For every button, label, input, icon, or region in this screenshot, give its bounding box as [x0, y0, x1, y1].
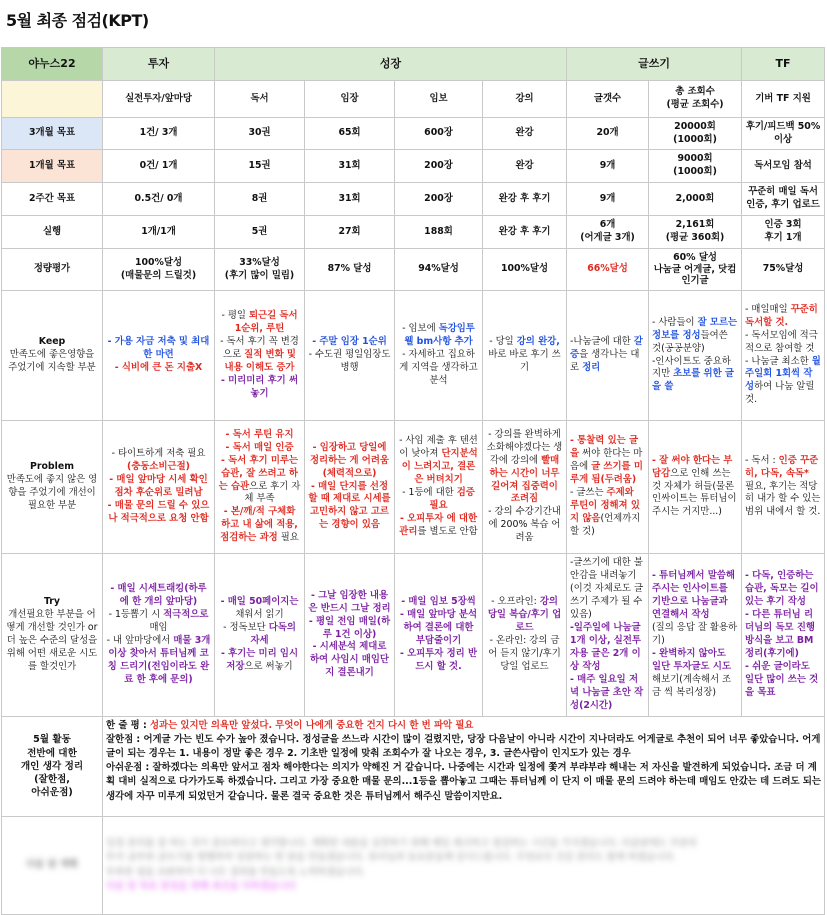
table-cell — [215, 554, 305, 717]
table-cell — [103, 421, 215, 554]
cell-text: - 매일 앞마당 분석하여 결론에 대한 부담줄이기 — [399, 609, 478, 646]
row-label: Try — [43, 596, 61, 608]
table-row — [2, 183, 825, 216]
cell-text: - 완벽하지 않아도 일단 투자글도 시도 — [652, 647, 731, 672]
table-cell: 6개 (어게글 3개) — [567, 216, 649, 249]
table-cell — [649, 421, 742, 554]
blurred-line: 부족한 점을 보완하여 더 나은 결과를 만들도록 노력하겠습니다. — [106, 866, 366, 878]
cell-text: 초보를 위한 글을 쓸 — [652, 368, 734, 393]
cell-text: - 통찰력 있는 글을 — [570, 435, 639, 460]
header-name: 야누스22 — [2, 48, 103, 81]
summary-text — [103, 717, 825, 817]
table-cell: 0.5건/ 0개 — [103, 183, 215, 216]
table-cell: 87% 달성 — [305, 249, 395, 291]
cell-text: - 독서 루틴 유지 — [225, 428, 294, 440]
cell-text: - 자세하고 집요하게 지역을 생각하고 분석 — [399, 349, 478, 386]
cell-text: - 독서 후기 미루는 습관, 잘 쓰려고 하는 습관 — [218, 454, 299, 492]
cell-text: - 식비에 큰 돈 지출X — [114, 361, 203, 373]
table-cell: 인증 3회 후기 1개 — [742, 216, 825, 249]
table-cell: 완강 — [483, 150, 567, 183]
cell-text: - 튜터님께서 말씀해주시는 인사이트를 기반으로 나눔글과 연결해서 작성 — [652, 570, 735, 621]
summary-label: 5월 활동 전반에 대한 개인 생각 정리 (잘한점, 아쉬운점) — [2, 717, 103, 817]
table-cell — [305, 554, 395, 717]
cell-text: - 독서 매일 인증 — [225, 441, 294, 453]
cell-text: 매임 — [149, 622, 168, 634]
header-invest: 투자 — [103, 48, 215, 81]
cell-text: - 미리미리 후기 써놓기 — [220, 374, 299, 399]
cell-text: - 매일 50페이지는 — [220, 596, 299, 608]
blurred-line: 일정 관리를 잘 하는 것이 중요하다고 생각합니다. 계획한 내용을 실천하기 위해 매일 체크하고 점검하는 시간을 가지겠습니다. 다음달에도 꾸준히 — [106, 838, 697, 850]
table-cell — [103, 291, 215, 421]
subheader-cell: 강의 — [483, 81, 567, 118]
keep-row — [2, 291, 825, 421]
cell-text: 으로 후기 자체 부족 — [244, 480, 301, 505]
cell-text: - 시세분석 제대로 하여 사임시 매임단지 결론내기 — [310, 641, 389, 679]
subheader-cell: 임장 — [305, 81, 395, 118]
cell-text: - 나눔글 최소한 — [745, 355, 812, 367]
table-cell: 2,000회 — [649, 183, 742, 216]
cell-text: 다독의 자세 — [250, 622, 296, 646]
table-cell: 65회 — [305, 118, 395, 150]
cell-text: 필요, 후기는 적당히 내가 할 수 있는 범위 내에서 할 것. — [745, 480, 821, 518]
cell-text: (언제까지할 것) — [570, 512, 641, 537]
cell-text: - 당일 — [489, 336, 517, 348]
cell-text: 매물 3개 이상 찾아서 튜터님께 코칭 드리기(전임이라도 완료 한 후에 문의) — [107, 635, 211, 685]
table-cell — [567, 421, 649, 554]
table-cell: 200장 — [395, 183, 483, 216]
keep-label-cell — [2, 291, 103, 421]
cell-text: 꾸준히 독서할 것. — [745, 303, 818, 328]
table-cell: 31회 — [305, 183, 395, 216]
table-row — [2, 118, 825, 150]
cell-text: 인증 꾸준히, 다독, 속독* — [745, 454, 819, 479]
blurred-line: 투자 공부와 글쓰기를 병행하며 성장하는 한 달을 만들겠습니다. 튜터님과 동료분들께 감사드립니다. 무엇보다 건강 관리도 함께 하겠습니다. — [106, 852, 676, 864]
cell-text: 필요 — [277, 532, 299, 544]
table-cell: 후기/피드백 50% 이상 — [742, 118, 825, 150]
cell-text: 으로 인해 쓰는 것 자체가 허들(물론 인싸이트는 튜터님이 주시는 거지만...) — [652, 467, 737, 518]
table-cell: 27회 — [305, 216, 395, 249]
cell-text: - 글쓰는 — [570, 487, 607, 498]
table-cell: 60% 달성 나눔글 어게글, 닷컴 인기글 — [649, 249, 742, 291]
cell-text: - 강의 수강기간내에 200% 복습 어려움 — [488, 506, 561, 544]
cell-text: 으로 써놓기 — [244, 660, 293, 672]
cell-text: - 매일 시세트래킹(하루에 한 개의 앞마당) — [110, 583, 207, 608]
table-cell — [649, 554, 742, 717]
blurred-line: 다음 달 목표 달성을 위해 최선을 다하겠습니다 — [106, 880, 296, 892]
cell-text: - 후기는 미리 임시저장 — [220, 647, 299, 672]
row-desc: 만족도에 좋지 않은 영향을 주었기에 개선이 필요한 부분 — [6, 474, 98, 511]
cell-text: 주제와 루틴이 정해져 있지 않음 — [570, 487, 640, 524]
cell-text: - 매일 임보 5장씩 — [401, 596, 476, 608]
cell-text: -인사이트도 중요하지만 — [652, 355, 731, 380]
table-cell — [395, 291, 483, 421]
table-row — [2, 150, 825, 183]
cell-text: - 임장하고 당일에 정리하는 게 어려움(체력적으로) — [310, 441, 389, 479]
cell-text: 독강임투 웰 bm사항 추가 — [404, 323, 475, 348]
table-cell: 31회 — [305, 150, 395, 183]
cell-text: - 매물 문의 드릴 수 있으나 적극적으로 요청 안함 — [107, 499, 210, 524]
kpt-table — [1, 47, 825, 915]
table-cell: 완강 — [483, 118, 567, 150]
header-tf: TF — [742, 48, 825, 81]
cell-text: - 강의를 완벽하게 소화해야겠다는 생각에 강의에 — [486, 428, 563, 466]
table-cell: 200장 — [395, 150, 483, 183]
cell-text: 적극적으로 — [163, 609, 209, 621]
row-label: 2주간 목표 — [2, 183, 103, 216]
cell-text: 해보기(계속해서 조금 씩 복리성장) — [652, 673, 732, 698]
blurred-label: 다음 달 계획 — [2, 817, 103, 915]
cell-text: - 매주 일요일 저녁 나눔글 초안 작성(2시간) — [570, 673, 644, 711]
table-cell: 완강 후 후기 — [483, 216, 567, 249]
cell-text: - 오프라인: — [491, 596, 540, 608]
cell-text: - 독서모임에 적극적으로 참여할 것 — [745, 329, 818, 354]
row-label: 1개월 목표 — [2, 150, 103, 183]
cell-text: 바로 바로 후기 쓰기 — [488, 349, 561, 373]
header-row — [2, 48, 825, 81]
blurred-text — [103, 817, 825, 915]
table-row — [2, 216, 825, 249]
table-cell: 0건/ 1개 — [103, 150, 215, 183]
table-cell: 1개/1개 — [103, 216, 215, 249]
table-cell: 600장 — [395, 118, 483, 150]
cell-text: 질적 변화 및 내용 이해도 증가 — [224, 349, 296, 373]
cell-text: - 다른 튜터님 리더님의 독모 진행방식을 보고 BM 정리(후기에) — [745, 609, 815, 659]
table-cell — [103, 554, 215, 717]
table-cell: 75%달성 — [742, 249, 825, 291]
cell-text: - 독서 후기 꼭 변경으로 — [220, 336, 299, 361]
table-cell — [395, 554, 483, 717]
cell-text: - 다독, 인증하는 습관, 독모는 길이 있는 후기 작성 — [745, 570, 819, 608]
cell-text: 를 별도로 안함 — [417, 525, 478, 537]
cell-text: 정리 — [582, 361, 601, 373]
cell-text: 하여 나눔 알릴 것. — [745, 381, 815, 406]
table-cell: 5권 — [215, 216, 305, 249]
subheader-cell: 독서 — [215, 81, 305, 118]
cell-text: - 그날 임장한 내용은 반드시 그날 정리 — [308, 589, 391, 614]
cell-text: 검증 필요 — [429, 487, 475, 511]
cell-text: 을 생각나는 대로 — [570, 349, 640, 373]
cell-text: - 잘 써야 한다는 부담감 — [652, 454, 733, 479]
cell-text: 잘 모르는 정보를 정성 — [652, 316, 738, 341]
cell-text: - 1등뽑기 시 — [108, 609, 164, 621]
cell-text: 써야 한다는 마음에 — [570, 448, 643, 473]
cell-text: - 사람들이 — [652, 316, 698, 328]
row-label: 3개월 목표 — [2, 118, 103, 150]
summary-oneline: 성과는 있지만 의욕만 앞섰다. 무엇이 나에게 중요한 건지 다시 한 번 파악 필요 — [149, 720, 474, 731]
table-cell: 9000회 (1000회) — [649, 150, 742, 183]
row-desc: 만족도에 좋은영향을 주었기에 지속할 부분 — [8, 349, 96, 373]
table-cell — [395, 421, 483, 554]
row-label: Problem — [30, 461, 74, 473]
table-cell: 9개 — [567, 150, 649, 183]
subheader-cell: 글갯수 — [567, 81, 649, 118]
row-label: 정량평가 — [2, 249, 103, 291]
table-cell: 독서모임 참석 — [742, 150, 825, 183]
row-desc: 개선필요한 부분을 어떻게 개선할 것인가 or 더 높은 수준의 달성을 위해 어떤 새로운 시도를 할것인가 — [6, 609, 98, 672]
row-label: Keep — [38, 336, 66, 348]
row-label: 실행 — [2, 216, 103, 249]
table-cell — [567, 554, 649, 717]
table-cell: 100%달성 — [483, 249, 567, 291]
problem-row — [2, 421, 825, 554]
cell-text: - 매일 앞마당 시세 확인 점차 후순위로 밀려남 — [109, 474, 208, 498]
table-cell — [215, 421, 305, 554]
cell-text: - 온라인: 강의 금어 듣지 않기/후기 당일 업로드 — [488, 635, 561, 672]
cell-text: -일주일에 나눔글 1개 이상, 실전투자용 글은 2개 이상 작성 — [570, 622, 641, 672]
cell-text: 단지분석이 느려지고, 결론은 버텨치기 — [401, 448, 478, 486]
table-cell — [305, 421, 395, 554]
table-cell: 188회 — [395, 216, 483, 249]
header-growth: 성장 — [215, 48, 567, 81]
table-row — [2, 249, 825, 291]
table-cell — [567, 291, 649, 421]
row-label-empty — [2, 81, 103, 118]
cell-text: - 쉬운 글이라도 일단 많이 쓰는 것을 목표 — [745, 660, 819, 698]
summary-row — [2, 717, 825, 817]
cell-text: (질의 응답 잘 활용하기) — [652, 622, 738, 646]
cell-text: - 주말 임장 1순위 — [312, 336, 387, 348]
table-cell: 30권 — [215, 118, 305, 150]
table-cell: 15권 — [215, 150, 305, 183]
summary-good: 잘한점 : 어게글 가는 빈도 수가 높아 졌습니다. 정성글을 쓰느라 시간이 많이 걸렸지만, 당장 다음날이 아니라 시간이 지나더라도 어게글로 추천이 되어 너무 좋았습니다. 어게글이 되는 경우는 1. 내용이 정말 좋은 경우 2. 기초반 일정에 맞춰 조회수가 잘 나오는 경우, 3. 글쓴사람이 인지도가 있는 경우 — [106, 734, 821, 760]
cell-text: -글쓰기에 대한 불안감을 내려놓기(이것 자체로도 글쓰기 주제가 될 수 있음) — [570, 557, 644, 621]
table-cell — [649, 291, 742, 421]
try-label-cell — [2, 554, 103, 717]
subheader-cell: 임보 — [395, 81, 483, 118]
table-cell — [742, 554, 825, 717]
table-cell — [742, 421, 825, 554]
summary-bad: 아쉬운점 : 잘하겠다는 의욕만 앞서고 점차 해야한다는 의지가 약해진 거 같습니다. 나중에는 시간과 일정에 쫓겨 부랴부랴 해내는 저 자신을 발견하게 되었습니다. 조금 더 계획 대비 실적으로 다가가도록 하겠습니다. 그리고 가장 중요한 매물 문의...1등을 뽑아놓고 그때는 튜터님께 이 단지 이 매물 문의 드려야 하는데 매임도 안갔는 데 드려도 되는 생각에 자꾸 미루게 되었던거 같습니다. 물론 결국 중요한 것은 튜터님께서 해주신 말씀이지만요. — [106, 762, 821, 802]
cell-text: (충동소비근절) — [127, 461, 190, 473]
cell-text: 채워서 읽기 — [235, 609, 284, 621]
cell-text: - 독서 : — [745, 454, 779, 466]
summary-oneline-prefix: 한 줄 평 : — [106, 720, 150, 731]
table-cell: 1건/ 3개 — [103, 118, 215, 150]
table-cell — [483, 421, 567, 554]
table-cell — [215, 291, 305, 421]
cell-text: - 평일 전임 매일(하루 1건 이상) — [308, 615, 391, 640]
cell-text: - 본/깨/적 구체화 하고 내 삶에 적용, 점검하는 과정 — [220, 506, 298, 544]
cell-text: - 수도권 평일임장도 병행 — [308, 349, 391, 373]
cell-text: 들여쓴 것(공공분양) — [652, 329, 728, 354]
cell-text: - 타이트하게 저축 필요 — [111, 448, 206, 460]
blurred-row — [2, 817, 825, 915]
header-writing: 글쓰기 — [567, 48, 742, 81]
cell-text: - 매일매일 — [745, 303, 791, 315]
cell-text: - 1등에 대한 — [402, 487, 457, 498]
cell-text: 강의 완강, — [516, 336, 560, 348]
table-cell — [742, 291, 825, 421]
table-cell: 2,161회 (평균 360회) — [649, 216, 742, 249]
cell-text: 월 주일회 1회씩 작성 — [745, 355, 821, 393]
table-cell: 꾸준히 매일 독서 인증, 후기 업로드 — [742, 183, 825, 216]
cell-text: -나눔글에 대한 — [570, 336, 634, 348]
subheader-cell: 총 조회수 (평균 조회수) — [649, 81, 742, 118]
table-cell: 9개 — [567, 183, 649, 216]
cell-text: 갈증 — [570, 336, 643, 361]
problem-label-cell — [2, 421, 103, 554]
table-cell: 66%달성 — [567, 249, 649, 291]
page-title: 5월 최종 점검(KPT) — [6, 11, 149, 30]
try-row — [2, 554, 825, 717]
table-cell: 8권 — [215, 183, 305, 216]
cell-text: - 임보에 — [402, 323, 439, 335]
table-cell: 33%달성 (후기 많이 밀림) — [215, 249, 305, 291]
subheader-cell: 실전투자/앞마당 — [103, 81, 215, 118]
cell-text: - 오피투자 에 대한 관리 — [399, 512, 478, 537]
cell-text: - 정독보단 — [223, 622, 269, 634]
cell-text: - 내 앞마당에서 — [106, 635, 174, 646]
cell-text: 강의 당일 복습/후기 업로드 — [487, 596, 562, 634]
cell-text: 퇴근길 독서 1순위, 루틴 — [234, 310, 298, 335]
cell-text: 빨매하는 시간이 너무 길어져 집중력이 조려짐 — [489, 454, 560, 505]
cell-text: - 사임 제출 후 텐션이 낮아져 — [399, 435, 478, 460]
cell-text: 글 쓰기를 미루게 됨(두려움) — [570, 461, 643, 486]
table-cell: 완강 후 후기 — [483, 183, 567, 216]
table-cell: 20000회 (1000회) — [649, 118, 742, 150]
cell-text: - 매일 단지를 선정할 때 제대로 시세를 고민하지 않고 고르는 경향이 있음 — [308, 480, 391, 531]
cell-text: - 오피투자 정리 반드시 할 것. — [399, 647, 478, 672]
table-cell — [483, 291, 567, 421]
subheader-row — [2, 81, 825, 118]
cell-text: - 가용 자금 저축 및 최대한 마련 — [107, 336, 210, 361]
table-cell: 20개 — [567, 118, 649, 150]
table-cell: 94%달성 — [395, 249, 483, 291]
table-cell — [305, 291, 395, 421]
cell-text: - 평일 — [221, 310, 249, 322]
table-cell: 100%달성 (매물문의 드릴것) — [103, 249, 215, 291]
subheader-cell: 기버 TF 지원 — [742, 81, 825, 118]
table-cell — [483, 554, 567, 717]
